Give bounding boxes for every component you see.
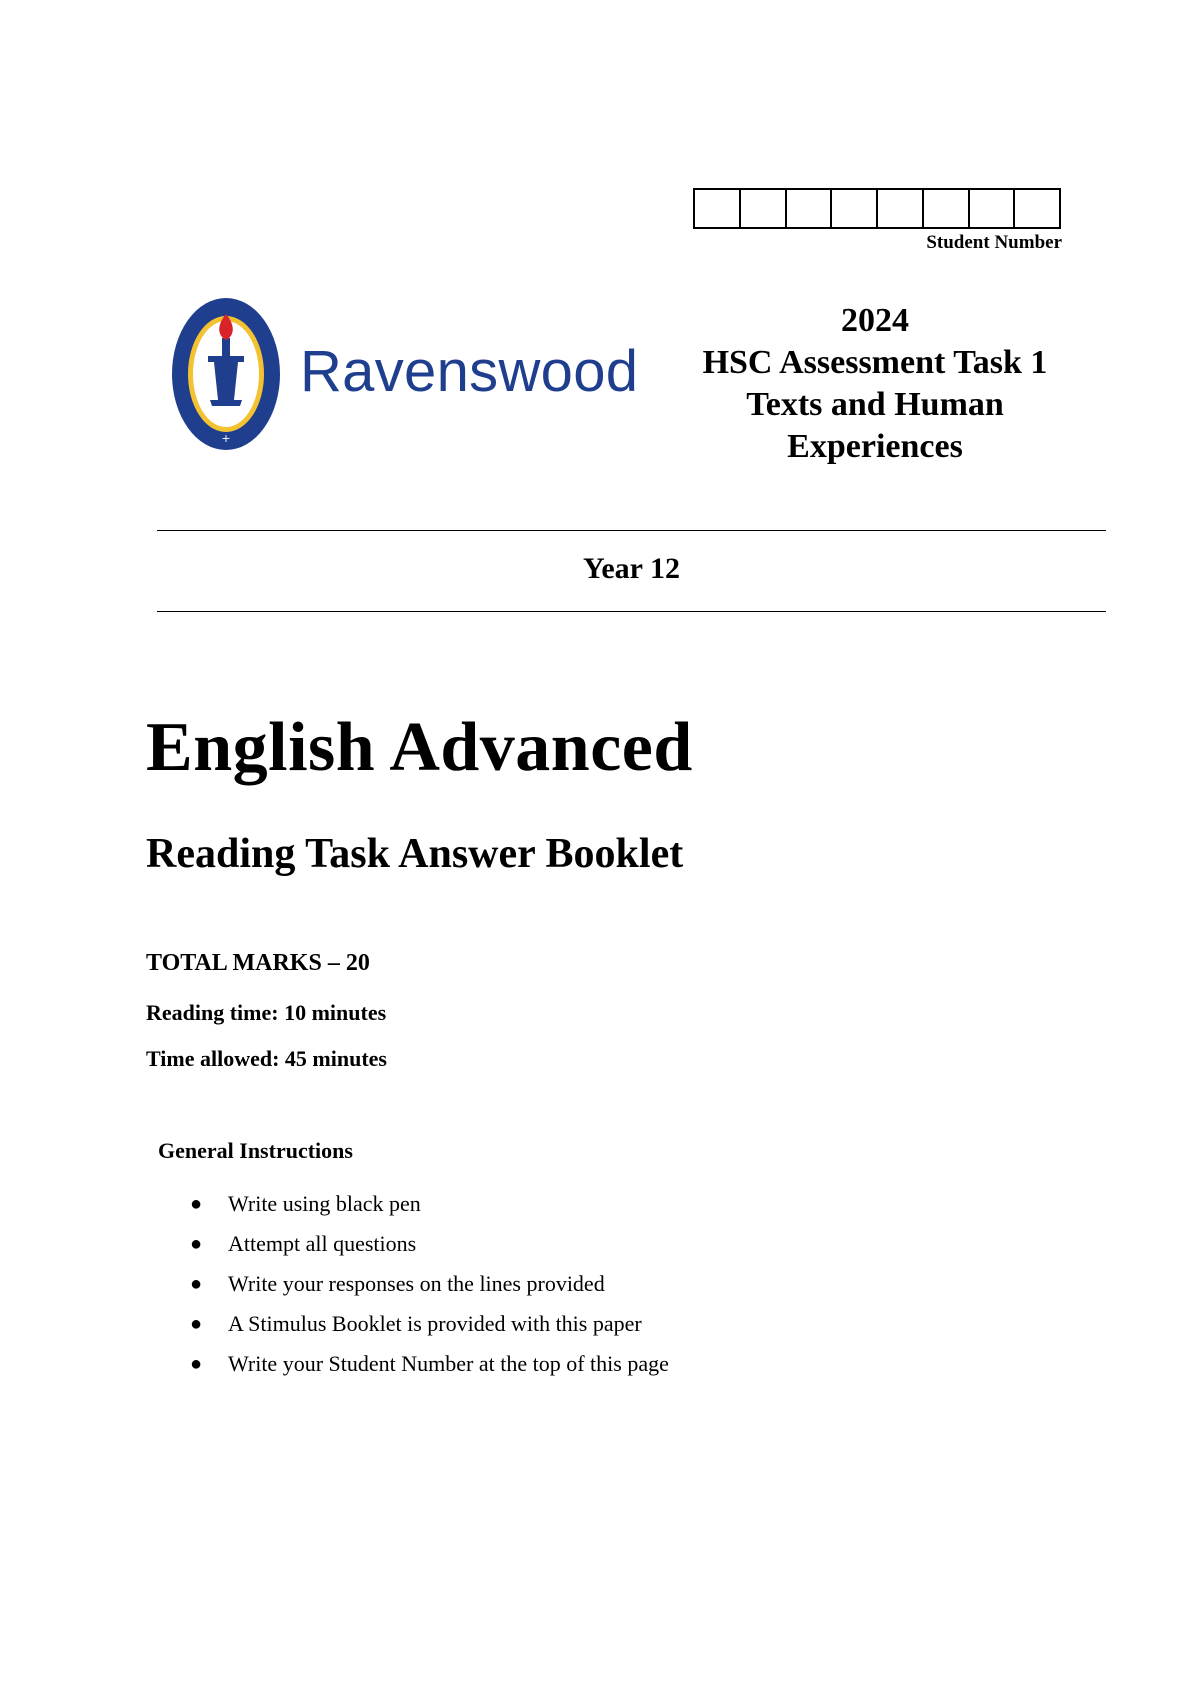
school-wordmark: Ravenswood — [300, 339, 639, 404]
module-name-line-1: Texts and Human — [746, 386, 1004, 423]
list-item — [190, 1350, 710, 1378]
bullet-icon: ● — [190, 1353, 203, 1375]
student-number-boxes[interactable] — [693, 188, 1061, 229]
total-marks: TOTAL MARKS – 20 — [146, 950, 370, 976]
course-title: English Advanced — [146, 709, 693, 786]
module-name-line-2: Experiences — [787, 428, 963, 465]
student-number-digit-box[interactable] — [970, 190, 1016, 227]
list-item — [190, 1270, 710, 1298]
instruction-text: Write your responses on the lines provided — [228, 1271, 605, 1296]
student-number-digit-box[interactable] — [741, 190, 787, 227]
reading-time: Reading time: 10 minutes — [146, 1000, 387, 1025]
time-allowed: Time allowed: 45 minutes — [146, 1046, 387, 1071]
task-name: HSC Assessment Task 1 — [702, 344, 1048, 381]
student-number-digit-box[interactable] — [924, 190, 970, 227]
student-number-digit-box[interactable] — [787, 190, 833, 227]
list-item — [190, 1310, 710, 1338]
instructions-title: General Instructions — [158, 1138, 353, 1163]
instructions-list — [190, 1190, 710, 1390]
divider-bottom — [157, 611, 1106, 612]
school-crest-icon — [170, 296, 282, 452]
bullet-icon: ● — [190, 1273, 203, 1295]
task-heading — [670, 300, 1080, 468]
task-year: 2024 — [841, 302, 909, 339]
student-number-digit-box[interactable] — [832, 190, 878, 227]
list-item — [190, 1190, 710, 1218]
student-number-digit-box[interactable] — [878, 190, 924, 227]
bullet-icon: ● — [190, 1313, 203, 1335]
instruction-text: Attempt all questions — [228, 1231, 417, 1256]
list-item — [190, 1230, 710, 1258]
student-number-label: Student Number — [926, 232, 1062, 253]
student-number-digit-box[interactable] — [695, 190, 741, 227]
bullet-icon: ● — [190, 1233, 203, 1255]
instruction-text: Write your Student Number at the top of this page — [228, 1351, 669, 1376]
booklet-title: Reading Task Answer Booklet — [146, 831, 684, 877]
bullet-icon: ● — [190, 1193, 203, 1215]
instruction-text: Write using black pen — [228, 1191, 421, 1216]
divider-top — [157, 530, 1106, 531]
year-level: Year 12 — [583, 552, 680, 585]
svg-text:+: + — [221, 432, 231, 445]
student-number-digit-box[interactable] — [1015, 190, 1059, 227]
instruction-text: A Stimulus Booklet is provided with this paper — [228, 1311, 642, 1336]
